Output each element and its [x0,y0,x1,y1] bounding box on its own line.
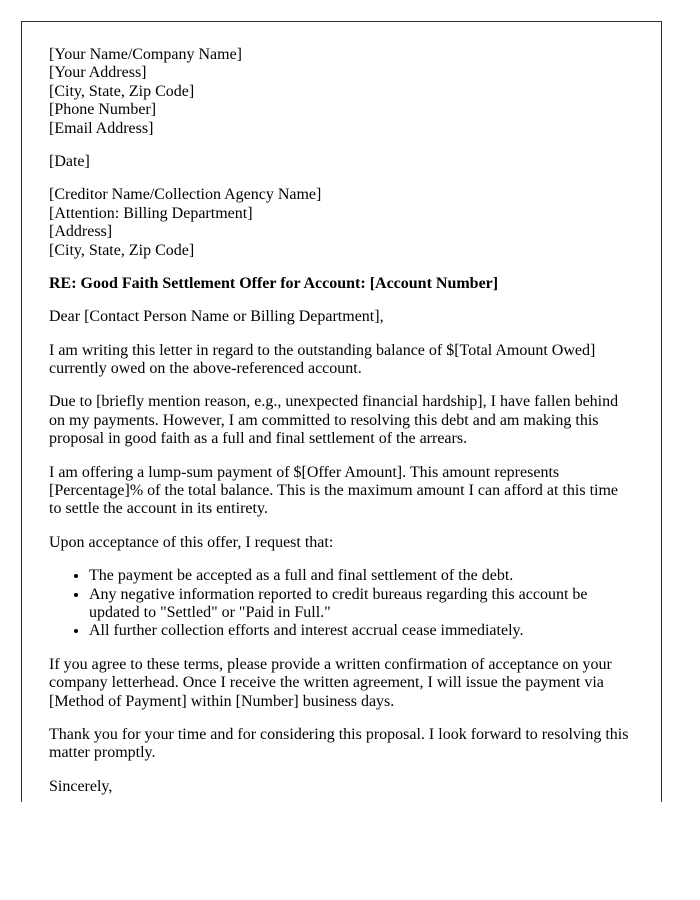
request-list [49,567,634,641]
list-item: • Any negative information reported to credit bureaus regarding this account be updated to "Settled" or "Paid in Full." [89,586,634,623]
sender-line: [Your Address] [49,64,147,82]
paragraph-thanks: Thank you for your time and for considering this proposal. I look forward to resolving this matter promptly. [49,725,629,762]
subject-line: RE: Good Faith Settlement Offer for Account: [Account Number] [49,274,499,292]
paragraph-reason: Due to [briefly mention reason, e.g., unexpected financial hardship], I have fallen behind on my payments. However, I am committed to resolving this debt and am making this proposal in good faith as a full and final settlement of the arrears. [49,393,619,448]
paragraph-offer: I am offering a lump-sum payment of $[Offer Amount]. This amount represents [Percentage]% of the total balance. This is the maximum amount I can afford at this time to settle the account in its entirety. [49,463,619,518]
sender-block [49,46,634,138]
sender-line: [Email Address] [49,119,154,137]
letter-container [21,21,662,802]
paragraph-request-intro: Upon acceptance of this offer, I request that: [49,533,334,551]
salutation: Dear [Contact Person Name or Billing Department], [49,308,384,326]
recipient-line: [Creditor Name/Collection Agency Name] [49,186,322,204]
sender-line: [Phone Number] [49,101,157,119]
recipient-block [49,186,634,260]
list-item: • All further collection efforts and interest accrual cease immediately. [89,622,634,640]
sender-line: [City, State, Zip Code] [49,82,195,100]
paragraph-terms: If you agree to these terms, please provide a written confirmation of acceptance on your company letterhead. Once I receive the written agreement, I will issue the payment via [Method of Payment] within [Number] business days. [49,655,612,710]
signoff: Sincerely, [49,777,113,795]
recipient-line: [City, State, Zip Code] [49,241,195,259]
paragraph-intro: I am writing this letter in regard to the outstanding balance of $[Total Amount Owed] currently owed on the above-referenced account. [49,341,596,378]
sender-line: [Your Name/Company Name] [49,46,243,63]
date-line: [Date] [49,152,90,170]
recipient-line: [Address] [49,223,113,241]
list-item: • The payment be accepted as a full and final settlement of the debt. [89,567,634,585]
recipient-line: [Attention: Billing Department] [49,204,253,222]
